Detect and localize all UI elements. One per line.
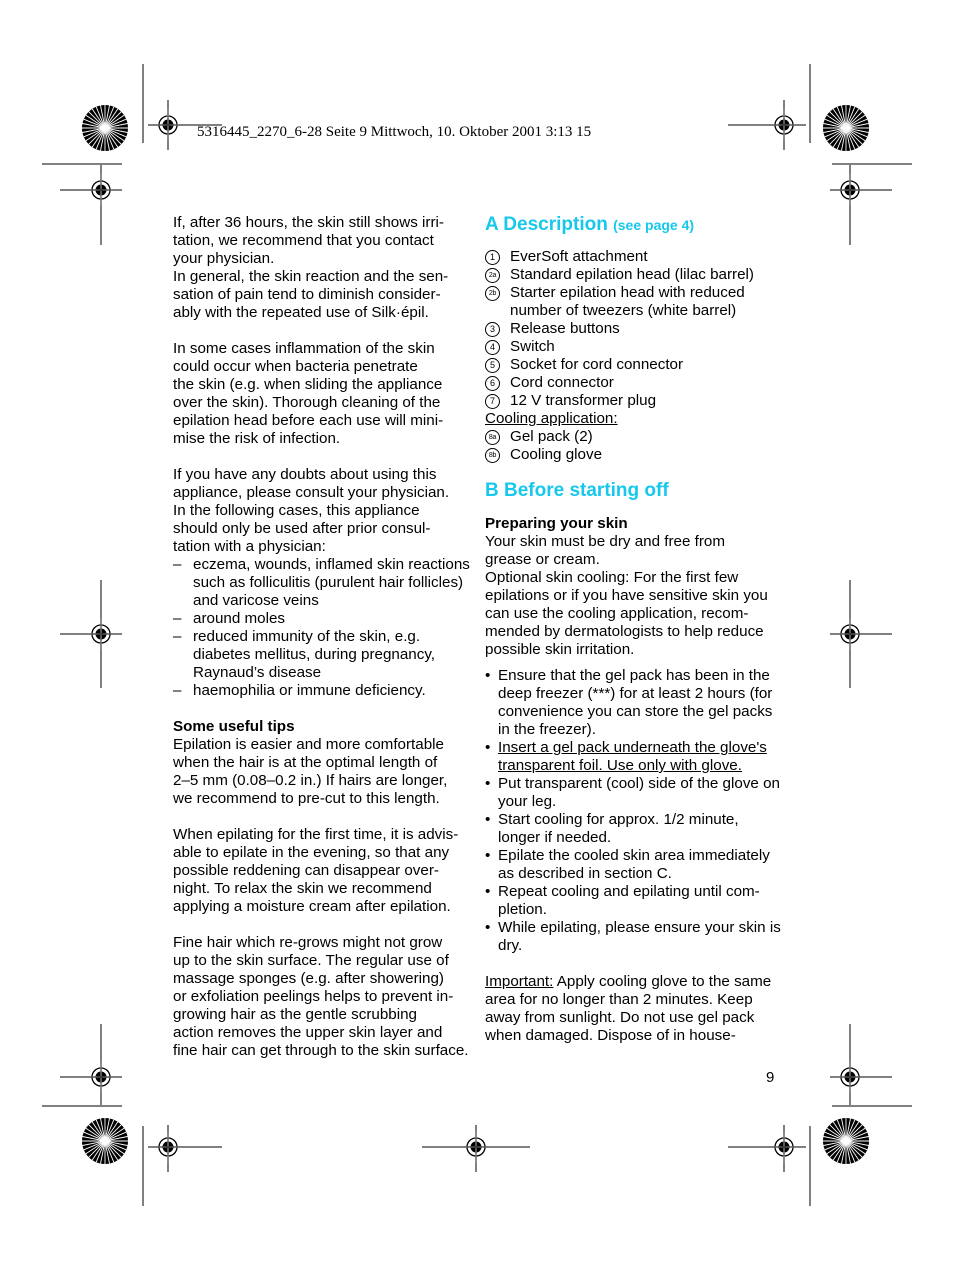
list-item: • Put transparent (cool) side of the glove on your leg. — [485, 775, 785, 811]
list-item: 4 Switch — [485, 338, 785, 356]
list-item: – reduced immunity of the skin, e.g. diabetes mellitus, during pregnancy, Raynaud’s disease — [173, 628, 473, 682]
right-column — [485, 214, 785, 1045]
list-item: • Start cooling for approx. 1/2 minute, longer if needed. — [485, 811, 785, 847]
list-item: – eczema, wounds, inflamed skin reactions such as folliculitis (purulent hair follicles) and varicose veins — [173, 556, 473, 610]
important-note: Important: Apply cooling glove to the same area for no longer than 2 minutes. Keep away from sunlight. Do not use gel pack when damaged. Dispose of in house- — [485, 973, 772, 1044]
paragraph: If you have any doubts about using this appliance, please consult your physician. In the following cases, this appliance should only be used after prior consul- tation with a physician: — [173, 466, 450, 555]
paragraph: When epilating for the first time, it is advis- able to epilate in the evening, so that any possible reddening can disappear over- night. To relax the skin we recommend applying a moisture cream after epilation. — [173, 826, 459, 915]
list-item: • Epilate the cooled skin area immediately as described in section C. — [485, 847, 785, 883]
number-badge: 2b — [485, 286, 500, 301]
list-item: • While epilating, please ensure your skin is dry. — [485, 919, 785, 955]
number-badge: 8b — [485, 448, 500, 463]
number-badge: 3 — [485, 322, 500, 337]
list-item: • Insert a gel pack underneath the glove's transparent foil. Use only with glove. — [485, 739, 785, 775]
number-badge: 4 — [485, 340, 500, 355]
number-badge: 6 — [485, 376, 500, 391]
tips-heading: Some useful tips — [173, 718, 295, 735]
number-badge: 8a — [485, 430, 500, 445]
left-column — [173, 214, 473, 1060]
paragraph: Fine hair which re-grows might not grow up to the skin surface. The regular use of massage sponges (e.g. after showering) or exfoliation peelings helps to prevent in- growing hair as the gentle scrubbing action removes the upper skin layer and fine hair can get through to the skin surface. — [173, 934, 469, 1059]
number-badge: 2a — [485, 268, 500, 283]
paragraph: Your skin must be dry and free from grease or cream. Optional skin cooling: For the first few epilations or if you have sensitive skin you can use the cooling application, recom- mended by dermatologists to help reduce possible skin irritation. — [485, 533, 768, 658]
number-badge: 5 — [485, 358, 500, 373]
list-item: • Repeat cooling and epilating until com-pletion. — [485, 883, 785, 919]
conditions-list — [173, 556, 473, 700]
cooling-list — [485, 428, 785, 464]
list-item: • Ensure that the gel pack has been in the deep freezer (***) for at least 2 hours (for convenience you can store the gel packs in the freezer). — [485, 667, 785, 739]
number-badge: 1 — [485, 250, 500, 265]
preparing-heading: Preparing your skin — [485, 515, 628, 532]
cooling-steps-list — [485, 667, 785, 955]
list-item: 1 EverSoft attachment — [485, 248, 785, 266]
list-item: 8b Cooling glove — [485, 446, 785, 464]
section-a-heading: A Description (see page 4) — [485, 214, 695, 235]
list-item: 7 12 V transformer plug — [485, 392, 785, 410]
paragraph: In general, the skin reaction and the sen- sation of pain tend to diminish consider- ably with the repeated use of Silk·épil. — [173, 268, 449, 321]
section-b-heading: B Before starting off — [485, 480, 669, 501]
list-item: 6 Cord connector — [485, 374, 785, 392]
paragraph: In some cases inflammation of the skin could occur when bacteria penetrate the skin (e.g. when sliding the appliance over the skin). Thorough cleaning of the epilation head before each use will mini- mise the risk of infection. — [173, 340, 444, 447]
list-item: 2a Standard epilation head (lilac barrel) — [485, 266, 785, 284]
list-item: 8a Gel pack (2) — [485, 428, 785, 446]
list-item: 3 Release buttons — [485, 320, 785, 338]
paragraph: Epilation is easier and more comfortable when the hair is at the optimal length of 2–5 mm (0.08–0.2 in.) If hairs are longer, we recommend to pre-cut to this length. — [173, 736, 448, 807]
list-item: – haemophilia or immune deficiency. — [173, 682, 473, 700]
description-list — [485, 248, 785, 410]
list-item: – around moles — [173, 610, 473, 628]
list-item: 2b Starter epilation head with reduced number of tweezers (white barrel) — [485, 284, 785, 320]
cooling-label: Cooling application: — [485, 410, 618, 427]
list-item: 5 Socket for cord connector — [485, 356, 785, 374]
paragraph: If, after 36 hours, the skin still shows irri- tation, we recommend that you contact your physician. — [173, 214, 444, 267]
number-badge: 7 — [485, 394, 500, 409]
page-number: 9 — [766, 1069, 775, 1086]
print-slug: 5316445_2270_6-28 Seite 9 Mittwoch, 10. Oktober 2001 3:13 15 — [197, 124, 592, 140]
